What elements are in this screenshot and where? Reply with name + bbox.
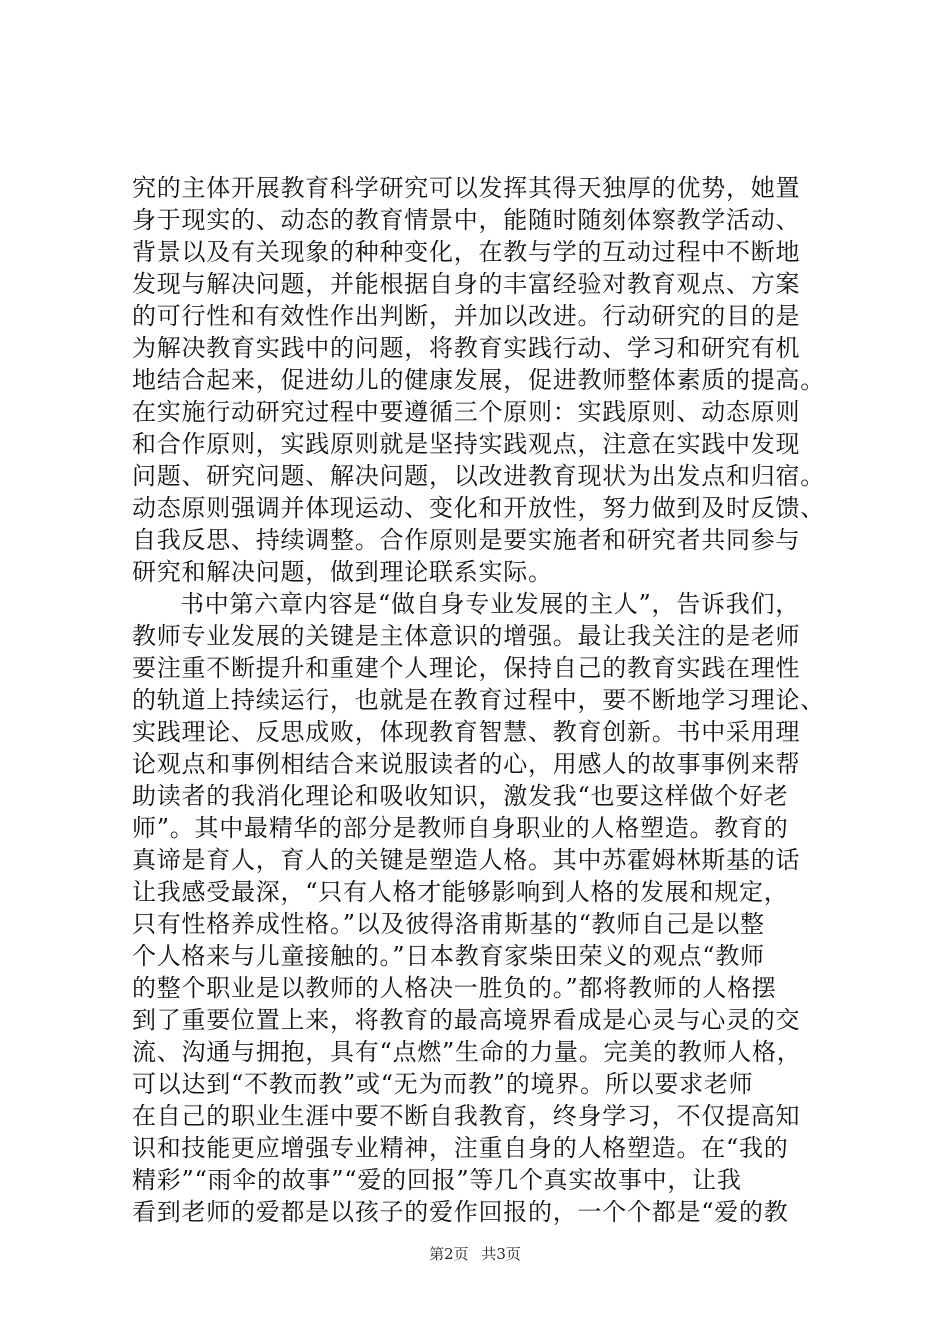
text-line: 助读者的我消化理论和吸收知识，激发我“也要这样做个好老 bbox=[132, 782, 789, 810]
text-line: 在实施行动研究过程中要遵循三个原则：实践原则、动态原则 bbox=[132, 398, 801, 426]
text-line: 识和技能更应增强专业精神，注重自身的人格塑造。在“我的 bbox=[132, 1134, 789, 1162]
text-line: 在自己的职业生涯中要不断自我教育，终身学习，不仅提高知 bbox=[132, 1102, 801, 1130]
text-line: 身于现实的、动态的教育情景中，能随时随刻体察教学活动、 bbox=[132, 206, 801, 234]
text-line: 为解决教育实践中的问题，将教育实践行动、学习和研究有机 bbox=[132, 334, 801, 362]
text-line: 地结合起来，促进幼儿的健康发展，促进教师整体素质的提高。 bbox=[132, 366, 825, 394]
text-line: 究的主体开展教育科学研究可以发挥其得天独厚的优势，她置 bbox=[132, 174, 801, 202]
text-line: 师”。其中最精华的部分是教师自身职业的人格塑造。教育的 bbox=[132, 814, 789, 842]
text-line: 让我感受最深，“只有人格才能够影响到人格的发展和规定， bbox=[132, 878, 789, 906]
text-line: 要注重不断提升和重建个人理论，保持自己的教育实践在理性 bbox=[132, 654, 801, 682]
text-line: 可以达到“不教而教”或“无为而教”的境界。所以要求老师 bbox=[132, 1070, 754, 1098]
text-line: 流、沟通与拥抱，具有“点燃”生命的力量。完美的教师人格， bbox=[132, 1038, 802, 1066]
document-body bbox=[132, 172, 832, 1228]
text-line: 发现与解决问题，并能根据自身的丰富经验对教育观点、方案 bbox=[132, 270, 801, 298]
text-line: 到了重要位置上来，将教育的最高境界看成是心灵与心灵的交 bbox=[132, 1006, 801, 1034]
text-line: 的轨道上持续运行，也就是在教育过程中，要不断地学习理论、 bbox=[132, 686, 825, 714]
text-line: 论观点和事例相结合来说服读者的心，用感人的故事事例来帮 bbox=[132, 750, 801, 778]
text-line: 教师专业发展的关键是主体意识的增强。最让我关注的是老师 bbox=[132, 622, 801, 650]
page-number: 第2页 bbox=[429, 1245, 469, 1263]
page-total: 共3页 bbox=[481, 1245, 521, 1263]
page-footer bbox=[0, 1244, 950, 1264]
text-line: 实践理论、反思成败，体现教育智慧、教育创新。书中采用理 bbox=[132, 718, 801, 746]
paragraph-1 bbox=[132, 172, 832, 588]
text-line: 的可行性和有效性作出判断，并加以改进。行动研究的目的是 bbox=[132, 302, 801, 330]
text-line: 自我反思、持续调整。合作原则是要实施者和研究者共同参与 bbox=[132, 526, 801, 554]
text-line: 动态原则强调并体现运动、变化和开放性，努力做到及时反馈、 bbox=[132, 494, 825, 522]
text-line: 问题、研究问题、解决问题，以改进教育现状为出发点和归宿。 bbox=[132, 462, 825, 490]
text-line: 个人格来与儿童接触的。”日本教育家柴田荣义的观点“教师 bbox=[132, 942, 765, 970]
text-line: 只有性格养成性格。”以及彼得洛甫斯基的“教师自己是以整 bbox=[132, 910, 765, 938]
text-line-first: 书中第六章内容是“做自身专业发展的主人”，告诉我们， bbox=[180, 590, 801, 618]
text-line: 研究和解决问题，做到理论联系实际。 bbox=[132, 558, 553, 586]
text-line: 和合作原则，实践原则就是坚持实践观点，注意在实践中发现 bbox=[132, 430, 801, 458]
text-line: 的整个职业是以教师的人格决一胜负的。”都将教师的人格摆 bbox=[132, 974, 777, 1002]
text-line: 看到老师的爱都是以孩子的爱作回报的，一个个都是“爱的教 bbox=[132, 1198, 789, 1226]
text-line: 精彩”“雨伞的故事”“爱的回报”等几个真实故事中，让我 bbox=[132, 1166, 742, 1194]
paragraph-2 bbox=[132, 588, 832, 1228]
text-line: 真谛是育人，育人的关键是塑造人格。其中苏霍姆林斯基的话 bbox=[132, 846, 801, 874]
text-line: 背景以及有关现象的种种变化，在教与学的互动过程中不断地 bbox=[132, 238, 801, 266]
